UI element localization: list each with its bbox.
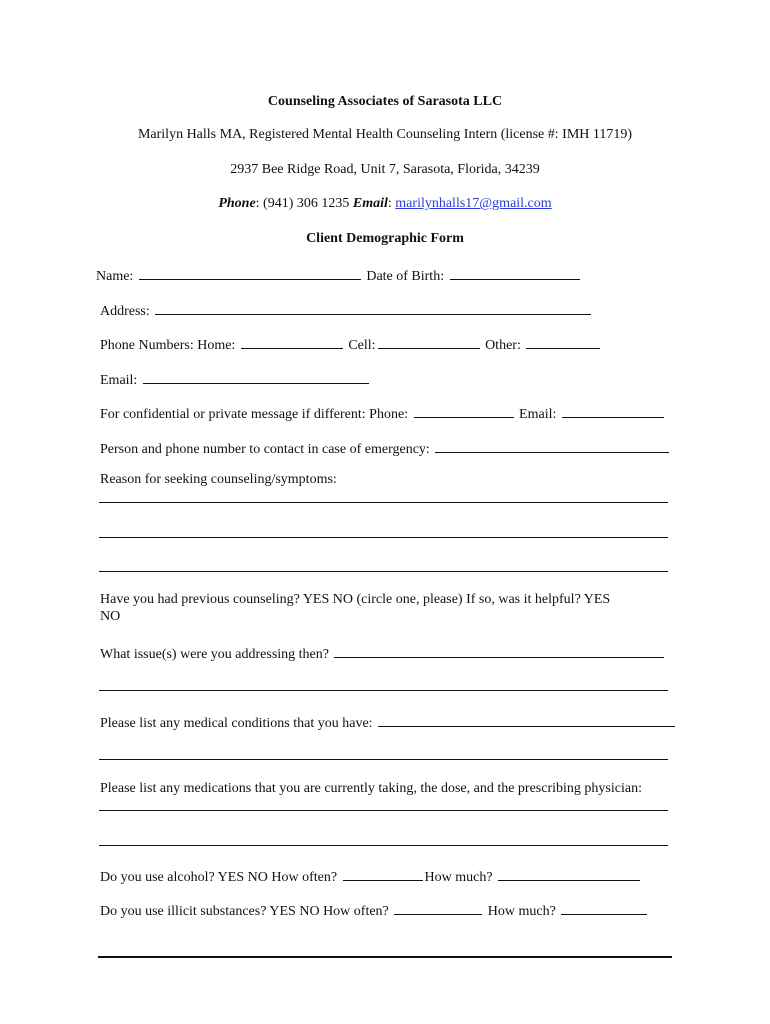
name-blank[interactable] xyxy=(139,265,361,280)
emergency-row xyxy=(100,438,671,458)
phone-home-label: Phone Numbers: Home: xyxy=(100,338,236,353)
medical-line-2[interactable] xyxy=(99,759,668,760)
prev-counseling-text: Have you had previous counseling? YES NO (circle one, please) If so, was it helpful? YES xyxy=(100,592,611,607)
confidential-phone-blank[interactable] xyxy=(414,403,514,418)
substances-often-blank[interactable] xyxy=(394,900,482,915)
reason-label: Reason for seeking counseling/symptoms: xyxy=(100,472,337,487)
reason-line-3[interactable] xyxy=(99,571,668,572)
issues-blank[interactable] xyxy=(334,643,664,658)
other-label: Other: xyxy=(485,338,521,353)
email-sep: : xyxy=(387,196,396,211)
alcohol-row xyxy=(100,866,642,886)
form-title: Client Demographic Form xyxy=(306,231,464,246)
email-label: Email xyxy=(352,196,388,211)
org-name: Counseling Associates of Sarasota LLC xyxy=(267,94,503,109)
phone-home-blank[interactable] xyxy=(241,334,343,349)
name-row xyxy=(96,265,582,285)
alcohol-often-blank[interactable] xyxy=(343,866,423,881)
medical-label: Please list any medical conditions that you have: xyxy=(100,716,373,731)
address-blank[interactable] xyxy=(155,300,591,315)
substances-label: Do you use illicit substances? YES NO How often? xyxy=(100,904,389,919)
medications-label: Please list any medications that you are currently taking, the dose, and the prescribing physician: xyxy=(100,781,642,796)
dob-label: Date of Birth: xyxy=(366,269,445,284)
emergency-label: Person and phone number to contact in case of emergency: xyxy=(100,442,430,457)
email-row xyxy=(100,369,371,389)
reason-line-2[interactable] xyxy=(99,537,668,538)
substances-how-much-label: How much? xyxy=(487,904,556,919)
confidential-phone-label: For confidential or private message if different: Phone: xyxy=(100,407,409,422)
confidential-email-blank[interactable] xyxy=(562,403,664,418)
prev-counseling-text-2: NO xyxy=(100,609,121,624)
alcohol-much-blank[interactable] xyxy=(498,866,640,881)
contact-line xyxy=(0,196,770,212)
footer-rule xyxy=(98,956,672,958)
emergency-blank[interactable] xyxy=(435,438,669,453)
substances-much-blank[interactable] xyxy=(561,900,647,915)
phone-row xyxy=(100,334,602,354)
medical-row xyxy=(100,712,677,732)
medications-line-2[interactable] xyxy=(99,845,668,846)
email-blank[interactable] xyxy=(143,369,369,384)
address-label: Address: xyxy=(100,304,150,319)
alcohol-how-much-label: How much? xyxy=(424,870,493,885)
phone-label: Phone xyxy=(218,196,256,211)
cell-blank[interactable] xyxy=(378,334,480,349)
email-field-label: Email: xyxy=(100,373,138,388)
issues-label: What issue(s) were you addressing then? xyxy=(100,647,329,662)
other-blank[interactable] xyxy=(526,334,600,349)
address-row xyxy=(100,300,593,320)
medications-line-1[interactable] xyxy=(99,810,668,811)
address-line: 2937 Bee Ridge Road, Unit 7, Sarasota, Florida, 34239 xyxy=(230,162,540,177)
reason-line-1[interactable] xyxy=(99,502,668,503)
substances-row xyxy=(100,900,649,920)
counselor-line: Marilyn Halls MA, Registered Mental Health Counseling Intern (license #: IMH 11719) xyxy=(137,127,633,142)
cell-label: Cell: xyxy=(348,338,376,353)
phone-value: : (941) 306 1235 xyxy=(255,196,353,211)
alcohol-label: Do you use alcohol? YES NO How often? xyxy=(100,870,338,885)
issues-row xyxy=(100,643,666,663)
name-label: Name: xyxy=(96,269,134,284)
medical-blank[interactable] xyxy=(378,712,675,727)
confidential-row xyxy=(100,403,666,423)
issues-line-2[interactable] xyxy=(99,690,668,691)
dob-blank[interactable] xyxy=(450,265,580,280)
confidential-email-label: Email: xyxy=(519,407,557,422)
email-link[interactable]: marilynhalls17@gmail.com xyxy=(395,196,552,211)
